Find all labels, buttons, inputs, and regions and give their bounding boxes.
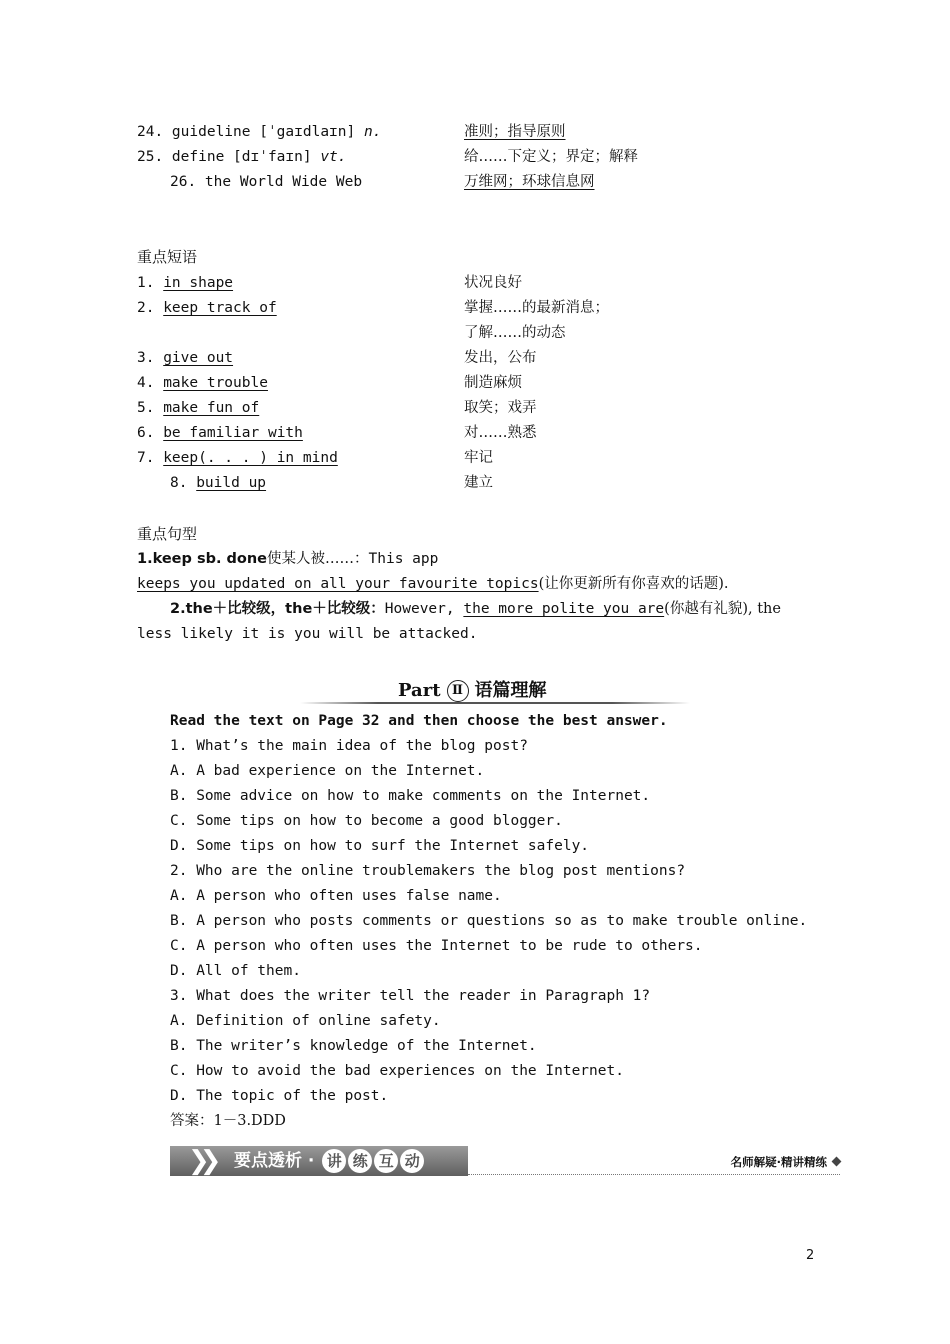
option-line: C. How to avoid the bad experiences on the Internet. xyxy=(170,1063,624,1079)
phrase-number: 8. xyxy=(170,475,197,491)
phrase-number: 2. xyxy=(137,300,164,316)
sentence-translation: (让你更新所有你喜欢的话题). xyxy=(538,576,729,592)
vocab-meaning: 准则；指导原则 xyxy=(464,124,566,140)
vocab-term: 24. guideline [ˈgaɪdlaɪn] xyxy=(137,124,364,140)
banner-char: 练 xyxy=(348,1149,372,1173)
option-line: A. A bad experience on the Internet. xyxy=(170,763,485,779)
sentence-text: This app xyxy=(368,551,439,567)
option-line: D. The topic of the post. xyxy=(170,1088,389,1104)
phrase-row xyxy=(0,446,950,471)
banner-char: 讲 xyxy=(322,1149,346,1173)
option-line: A. Definition of online safety. xyxy=(170,1013,441,1029)
vocab-row xyxy=(0,145,950,170)
phrase-text: give out xyxy=(163,350,234,366)
reading-instruction: Read the text on Page 32 and then choose the best answer. xyxy=(170,713,668,729)
phrase-text: keep(. . . ) in mind xyxy=(163,450,338,466)
vocab-pos: vt. xyxy=(320,149,347,165)
banner-tagline: 名师解疑·精讲精练 xyxy=(730,1155,827,1169)
phrase-row xyxy=(0,421,950,446)
pattern-label-cn: 使某人被……： xyxy=(267,551,369,567)
phrase-row xyxy=(0,396,950,421)
phrase-text: make fun of xyxy=(163,400,260,416)
phrase-meaning: 建立 xyxy=(464,475,493,491)
phrases-heading: 重点短语 xyxy=(137,248,198,266)
phrase-meaning: 制造麻烦 xyxy=(464,375,522,391)
vocab-meaning: 给……下定义；界定；解释 xyxy=(464,149,638,165)
option-line: A. A person who often uses false name. xyxy=(170,888,502,904)
vocab-meaning: 万维网；环球信息网 xyxy=(464,174,595,190)
vocab-row xyxy=(0,120,950,145)
phrase-meaning: 取笑；戏弄 xyxy=(464,400,537,416)
question-line: 3. What does the writer tell the reader in Paragraph 1? xyxy=(170,988,651,1004)
sentence-answer: the more polite you are xyxy=(463,601,665,617)
banner-char: 动 xyxy=(400,1149,424,1173)
vocab-term: 25. define [dɪˈfaɪn] xyxy=(137,149,321,165)
phrase-meaning: 了解……的动态 xyxy=(464,325,566,341)
phrase-number: 1. xyxy=(137,275,164,291)
answer-key: 答案：1－3.DDD xyxy=(170,1113,286,1129)
option-line: B. Some advice on how to make comments on the Internet. xyxy=(170,788,651,804)
phrase-text: in shape xyxy=(163,275,234,291)
part-title: 语篇理解 xyxy=(474,680,547,701)
banner-title: 要点透析 xyxy=(234,1151,302,1171)
option-line: B. A person who posts comments or questions so as to make trouble online. xyxy=(170,913,808,929)
page-number: 2 xyxy=(806,1248,815,1263)
phrase-row xyxy=(0,296,950,321)
phrase-number: 3. xyxy=(137,350,164,366)
phrase-meaning: 对……熟悉 xyxy=(464,425,537,441)
vocab-pos: n. xyxy=(363,124,382,140)
option-line: C. A person who often uses the Internet to be rude to others. xyxy=(170,938,703,954)
sentence-pattern-1-line2 xyxy=(137,572,817,597)
diamond-icon xyxy=(832,1157,842,1167)
sentence-answer: keeps you updated on all your favourite topics xyxy=(137,576,539,592)
section-banner xyxy=(170,1144,840,1178)
pattern-label: 2.the＋比较级，the＋比较级： xyxy=(170,601,385,617)
sentence-translation: (你越有礼貌), the xyxy=(664,601,781,617)
phrase-row xyxy=(0,371,950,396)
banner-char: 互 xyxy=(374,1149,398,1173)
phrase-row-continued xyxy=(0,321,950,346)
pattern-label: 1.keep sb. done xyxy=(137,551,268,567)
question-line: 2. Who are the online troublemakers the blog post mentions? xyxy=(170,863,686,879)
part-2-header xyxy=(300,672,690,708)
phrase-number: 4. xyxy=(137,375,164,391)
phrase-text: keep track of xyxy=(163,300,277,316)
phrase-number: 5. xyxy=(137,400,164,416)
vocab-term: 26. the World Wide Web xyxy=(170,174,363,190)
sentence-pattern-2 xyxy=(170,597,850,622)
sentence-text: However, xyxy=(384,601,464,617)
phrase-row xyxy=(0,471,950,496)
phrase-number: 7. xyxy=(137,450,164,466)
sentences-heading: 重点句型 xyxy=(137,525,198,543)
phrase-meaning: 状况良好 xyxy=(464,275,522,291)
banner-separator: · xyxy=(307,1151,315,1171)
header-rule xyxy=(300,702,690,704)
sentence-pattern-1 xyxy=(137,547,817,572)
vocab-row xyxy=(0,170,950,195)
option-line: D. All of them. xyxy=(170,963,301,979)
option-line: B. The writer’s knowledge of the Internet. xyxy=(170,1038,537,1054)
option-line: C. Some tips on how to become a good blogger. xyxy=(170,813,563,829)
phrase-text: be familiar with xyxy=(163,425,303,441)
sentence-pattern-2-line2: less likely it is you will be attacked. xyxy=(137,626,478,642)
option-line: D. Some tips on how to surf the Internet safely. xyxy=(170,838,590,854)
phrase-meaning: 发出，公布 xyxy=(464,350,537,366)
double-chevron-icon: ❯❯ xyxy=(188,1146,212,1176)
phrase-number: 6. xyxy=(137,425,164,441)
phrase-meaning: 掌握……的最新消息； xyxy=(464,300,609,316)
phrase-row xyxy=(0,271,950,296)
banner-dotted-rule xyxy=(468,1174,840,1175)
part-label: Part xyxy=(398,680,441,701)
phrase-text: build up xyxy=(196,475,267,491)
roman-numeral-badge: Ⅱ xyxy=(447,680,469,702)
phrase-text: make trouble xyxy=(163,375,268,391)
question-line: 1. What’s the main idea of the blog post? xyxy=(170,738,528,754)
phrase-row xyxy=(0,346,950,371)
phrase-meaning: 牢记 xyxy=(464,450,493,466)
